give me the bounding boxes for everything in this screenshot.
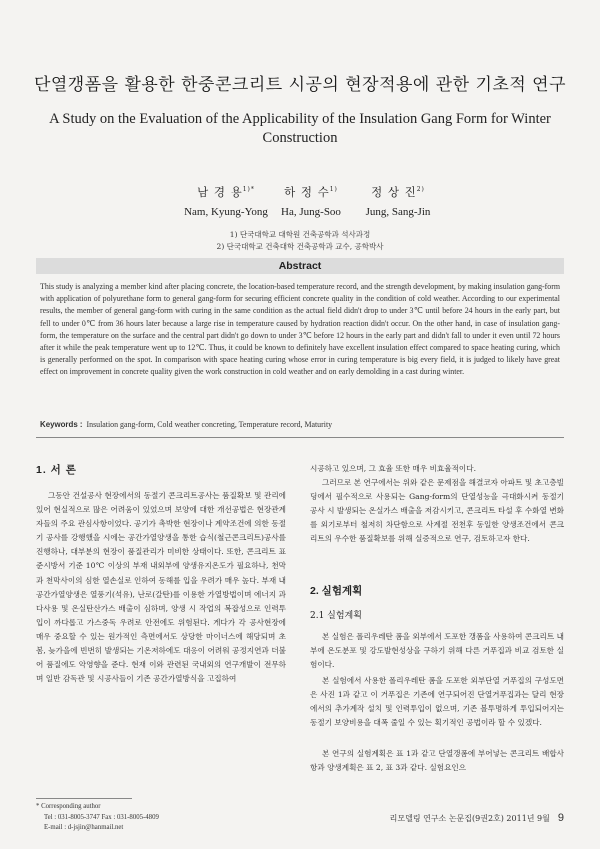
author-2-name-en: Ha, Jung-Soo [281, 206, 341, 218]
author-2-mark: 1) [329, 186, 338, 194]
section-2-1-heading: 2.1 실험계획 [310, 611, 362, 621]
paper-title-korean: 단열갱폼을 활용한 한중콘크리트 시공의 현장적용에 관한 기초적 연구 [33, 75, 567, 95]
page-footer [390, 812, 564, 824]
abstract-heading: Abstract [36, 258, 564, 274]
right-column-paragraph-1: 시공하고 있으며, 그 효율 또한 매우 비효율적이다. [310, 464, 477, 473]
section-1-heading: 1. 서 론 [36, 464, 77, 476]
affiliation-2: 2) 단국대학교 건축대학 건축공학과 교수, 공학박사 [216, 242, 384, 251]
footnote-tel: Tel : 031-8005-3747 Fax : 031-8005-4809 [44, 813, 159, 821]
section-2-heading: 2. 실험계획 [310, 585, 363, 597]
footnote-email: E-mail : d-jsjin@hanmail.net [44, 824, 124, 831]
author-1-name-ko: 남 경 용 [197, 185, 243, 199]
footnote [36, 802, 159, 834]
author-2-name-ko: 하 정 수 [284, 185, 330, 199]
right-column-paragraph-4: 본 실험에서 사용한 폴리우레탄 폼을 도포한 외부단열 거푸집의 구성도면은 사진 1과 같고 이 거푸집은 기존에 연구되어진 단열거푸집과는 달리 현장에서의 추가계작 설치 및 인력투입이 없으며, 기존 볼투명하게 투입되어지는 동절기 보양비용을 대폭 줄일 수 있는 획기적인 공법이라 할 수 있겠다. [310, 676, 564, 728]
footnote-mark: * [36, 803, 40, 810]
author-3 [338, 184, 458, 218]
left-column-paragraph: 그동안 건설공사 현장에서의 동절기 콘크리트공사는 품질확보 및 관리에 있어 현실적으로 많은 어려움이 있었으며 보양에 대한 개선공법은 현장관계자들의 주요 관심사항이었다. 공기가 촉박한 현장이나 계약조건에 의한 동절기 공사를 강행했을 시에는 공간가열양생을 통한 습식(철근콘크리트)공사를 진행하나, 대부분의 현장이 품질관리가 미비한 상태이다. 또한, 콘크리트 표준시방서 기준 10℃ 이상의 부재 내외부에 양생유지온도가 필요하나, 천막과 천막사이의 심한 열손실로 인하여 동해를 입을 우려가 매우 높다. 부재 내 공간가열양생은 열풍기(석유), 난로(갈탄)를 이용한 가열방법이며 에너지 과다사용 및 온실탄산가스 배출이 심하며, 양생 시 작업의 복잡성으로 인력투입이 까다롭고 가스중독 우려로 안전에도 위험된다. 게다가 각 공사현장에 매우 중요할 수 있는 원가적인 측면에서도 상당한 마이너스에 해당되며 초봄, 늦가을에 빈번히 발생되는 기온저하에도 대응이 어려워 공정지연과 더불어 품질에도 악영향을 준다. 현재 이와 관련된 국내외의 연구개발이 전무하며 일반 감독관 및 시공사들이 기존 공간가열방식을 고집하여 [36, 491, 286, 684]
keywords [40, 420, 560, 429]
author-1-mark: 1)* [242, 186, 255, 194]
author-3-mark: 2) [416, 186, 425, 194]
right-column-paragraph-2: 그러므로 본 연구에서는 위와 같은 문제점을 해결코자 아파트 및 초고층빌딩에서 필수적으로 사용되는 Gang-form의 단열성능을 극대화시켜 동절기 공사 시 발생되는 온실가스 배출을 저감시키고, 콘크리트 타설 후 수화열 변화를 외기로부터 철저히 차단함으로 사계절 전천후 동일한 양생조건에서 콘크리트의 우수한 품질확보를 위해 실증적으로 연구, 검토하고자 한다. [310, 478, 564, 544]
keywords-divider [36, 437, 564, 438]
keywords-label: Keywords : [40, 420, 83, 429]
author-3-name-ko: 정 상 진 [371, 185, 417, 199]
footer-journal: 리모델링 연구소 논문집(9권2호) 2011년 9월 [389, 814, 550, 823]
affiliation-1: 1) 단국대학교 대학원 건축공학과 석사과정 [229, 230, 371, 239]
abstract-text: This study is analyzing a member kind after placing concrete, the location-based temperature record, and the strength development, by making insulation gang-form with application of polyurethane form to general gang-form for securing efficient concrete quality in the condition of cold weather. According to our experimental results, the member of general gang-form with curing in the same condition as the actual field didn't drop to under 3℃ until before 24 hours in the early part, but fell to under 0℃ from 36 hours later because a large rise in temperature caused by hydration reaction didn't occur. On the other hand, in case of insulation gang-form, the temperature on the surface and the central part didn't go down to under 3℃ before 12 hours in the early part and didn't fall to under it even until 72 hours after it while the peak temperature went up to 12℃. Thus, it could be known to definitely have excellent insulation effect compared to space heating curing, which is generally performed on the spot. In comparison with space heating curing whose error in curing temperature is big every field, it is judged to likely have great effect on improvement in concrete quality given the work construction in cold weather and on early demolding in a cast during winter. [40, 282, 560, 377]
right-column-paragraph-3: 본 실험은 폴리우레탄 폼을 외부에서 도포한 갱폼을 사용하여 콘크리트 내부에 온도분포 및 강도발현성상을 구하기 위해 다른 거푸집과 비교 검토한 실험이다. [310, 632, 564, 670]
author-1-name-en: Nam, Kyung-Yong [184, 206, 268, 218]
right-column-paragraph-5: 본 연구의 실험계획은 표 1과 같고 단열갱폼에 부어넣는 콘크리트 배합사항과 양생계획은 표 2, 표 3과 같다. 실험요인으 [310, 749, 564, 773]
footnote-label: Corresponding author [41, 803, 101, 810]
footnote-divider [36, 798, 132, 799]
keywords-text: Insulation gang-form, Cold weather concreting, Temperature record, Maturity [86, 420, 333, 429]
author-3-name-en: Jung, Sang-Jin [365, 206, 431, 218]
page-number: 9 [557, 812, 564, 824]
paper-title-english: A Study on the Evaluation of the Applicability of the Insulation Gang Form for Winter Construction [49, 111, 551, 146]
